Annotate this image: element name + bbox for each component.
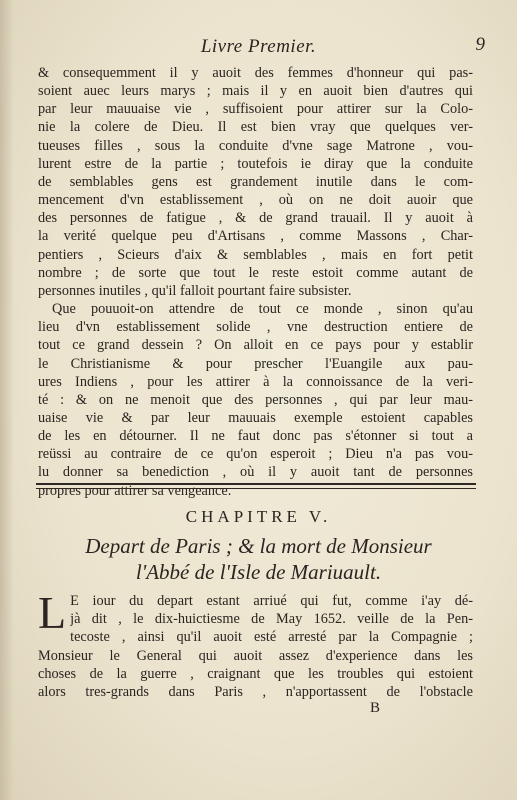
text-line: des personnes de fatigue , & de grand trauail. Il y auoit à [38,210,473,227]
text-line: personnes inutiles , qu'il falloit pourtant faire subsister. [38,282,352,299]
text-line: ures Indiens , pour les attirer à la connoissance de la veri- [38,373,473,390]
page-gutter-shadow [0,0,14,800]
text-line: uaise vie & par leur mauuais exemple estoient capables [38,409,473,426]
text-line: la verité quelque peu d'Artisans , comme Massons , Char- [38,228,473,245]
text-line: & consequemment il y auoit des femmes d'honneur qui pas- [38,65,473,81]
chapter-title-line: l'Abbé de l'Isle de Mariuault. [135,560,382,584]
text-line: lieu d'vn establissement solide , vne destruction entiere de [38,319,473,336]
section-divider-rule [36,483,476,489]
text-line: le Christianisme & pour prescher l'Euangile aux pau- [38,355,473,372]
signature-mark: B [370,700,381,716]
chapter-title [36,533,481,585]
text-line: tout ce grand dessein ? On alloit en ce pays pour y establir [38,337,473,354]
text-line: choses de la guerre , craignant que les troubles qui estoient [38,665,473,682]
text-line: Monsieur le General qui auoit assez d'experience dans les [38,647,473,664]
text-line: soient auec leurs marys ; mais il y en auoit bien d'autres qui [38,83,473,100]
text-line: lurent estre de la partie ; toutefois ie diray que la conduite [38,155,473,172]
text-line: reüssi au contraire de ce qu'on esperoit ; Dieu n'a pas vou- [38,446,473,463]
text-line: té : & on ne menoit que des personnes , qui par leur mau- [38,391,473,408]
chapter-title-line: Depart de Paris ; & la mort de Monsieur [85,534,432,558]
text-line: pentiers , Scieurs d'aix & semblables , mais en fort petit [38,246,473,263]
body-paragraphs [38,64,473,500]
text-line: E iour du depart estant arriué qui fut, comme i'ay dé- [70,593,473,609]
text-line: nie la colere de Dieu. Il est bien vray que quelques ver- [38,119,473,136]
text-line: alors tres-grands dans Paris , n'apportassent de l'obstacle [38,684,473,701]
text-line: par leur mauuaise vie , suffisoient pour attirer sur la Colo- [38,101,473,118]
text-line: nombre ; de sorte que tout le reste estoit comme autant de [38,264,473,281]
text-line: jà dit , le dix-huictiesme de May 1652. veille de la Pen- [70,611,473,628]
text-line: de semblables gens est grandement inutile dans le com- [38,173,473,190]
running-title: Livre Premier. [200,36,317,57]
text-line: lu donner sa benediction , où il y auoit tant de personnes [38,464,473,481]
text-line: tecoste , ainsi qu'il auoit esté arresté par la Compagnie ; [70,629,473,646]
text-line: mencement d'vn establissement , où on ne doit auoir que [38,192,473,209]
chapter-heading: CHAPITRE V. [185,507,332,526]
text-line: de les en détourner. Il ne faut donc pas s'étonner si tout a [38,428,473,445]
drop-cap: L [38,587,67,638]
text-line: tueuses filles , sous la conduite d'vne sage Matrone , vou- [38,137,473,154]
page-header [28,36,489,62]
chapter-opening-paragraph [38,587,473,701]
text-line: Que pouuoit-on attendre de tout ce monde , sinon qu'au [52,301,473,318]
text-line: propres pour attirer sa vengeance. [38,482,232,499]
page-number: 9 [475,34,485,55]
